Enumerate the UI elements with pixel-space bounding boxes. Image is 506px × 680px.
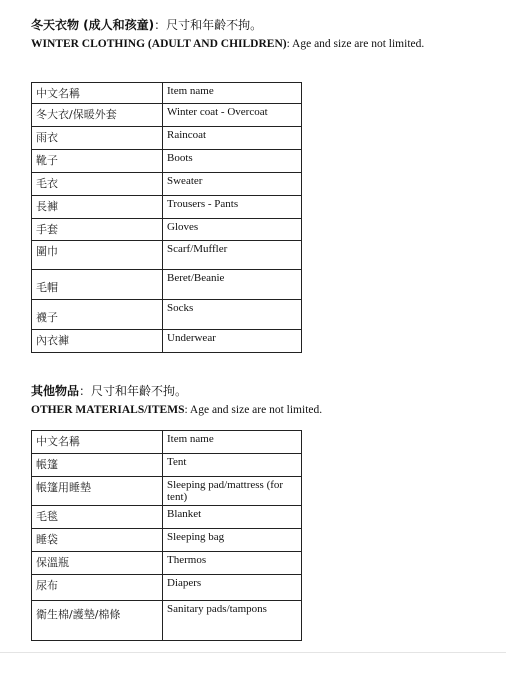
table-header-row xyxy=(32,83,302,104)
item-zh: 靴子 xyxy=(32,150,163,173)
table-row xyxy=(32,150,302,173)
header-zh: 中文名稱 xyxy=(32,431,163,454)
item-en: Sleeping bag xyxy=(163,529,302,552)
item-zh: 長褲 xyxy=(32,196,163,219)
item-en: Winter coat - Overcoat xyxy=(163,104,302,127)
table-row xyxy=(32,552,302,575)
item-en: Tent xyxy=(163,454,302,477)
item-zh: 毛帽 xyxy=(32,270,163,300)
item-en: Trousers - Pants xyxy=(163,196,302,219)
item-en: Gloves xyxy=(163,219,302,241)
item-en: Boots xyxy=(163,150,302,173)
table-row xyxy=(32,127,302,150)
header-en: Item name xyxy=(163,83,302,104)
item-en: Blanket xyxy=(163,506,302,529)
winter-clothing-table xyxy=(31,82,302,353)
item-zh: 帳篷 xyxy=(32,454,163,477)
item-zh: 帳篷用睡墊 xyxy=(32,477,163,506)
table-row xyxy=(32,477,302,506)
table-row xyxy=(32,173,302,196)
table-row xyxy=(32,300,302,330)
table-row xyxy=(32,241,302,270)
table-row xyxy=(32,575,302,601)
item-zh: 毛衣 xyxy=(32,173,163,196)
item-zh: 雨衣 xyxy=(32,127,163,150)
item-zh: 毛毯 xyxy=(32,506,163,529)
table-row xyxy=(32,104,302,127)
header-en: Item name xyxy=(163,431,302,454)
table-row xyxy=(32,454,302,477)
table-row xyxy=(32,270,302,300)
table-row xyxy=(32,529,302,552)
table-row xyxy=(32,219,302,241)
other-heading-en: OTHER MATERIALS/ITEMS: Age and size are not limited. xyxy=(31,404,323,416)
winter-heading-zh: 冬天衣物 (成人和孩童)：尺寸和年齡不拘。 xyxy=(31,18,263,32)
other-heading-zh: 其他物品：尺寸和年齡不拘。 xyxy=(31,384,188,398)
item-en: Sweater xyxy=(163,173,302,196)
item-zh: 圍巾 xyxy=(32,241,163,270)
item-en: Sleeping pad/mattress (for tent) xyxy=(163,477,302,506)
item-en: Underwear xyxy=(163,330,302,353)
table-row xyxy=(32,330,302,353)
header-zh: 中文名稱 xyxy=(32,83,163,104)
item-en: Scarf/Muffler xyxy=(163,241,302,270)
item-en: Beret/Beanie xyxy=(163,270,302,300)
item-zh: 襪子 xyxy=(32,300,163,330)
item-en: Socks xyxy=(163,300,302,330)
page-bottom-divider xyxy=(0,652,506,653)
item-zh: 手套 xyxy=(32,219,163,241)
item-en: Diapers xyxy=(163,575,302,601)
winter-heading-en: WINTER CLOTHING (ADULT AND CHILDREN): Age and size are not limited. xyxy=(31,38,425,50)
item-en: Sanitary pads/tampons xyxy=(163,601,302,641)
item-zh: 保溫瓶 xyxy=(32,552,163,575)
item-en: Raincoat xyxy=(163,127,302,150)
other-items-table xyxy=(31,430,302,641)
item-zh: 衛生棉/護墊/棉條 xyxy=(32,601,163,641)
item-zh: 內衣褲 xyxy=(32,330,163,353)
table-row xyxy=(32,196,302,219)
table-row xyxy=(32,506,302,529)
item-zh: 尿布 xyxy=(32,575,163,601)
item-en: Thermos xyxy=(163,552,302,575)
item-zh: 冬大衣/保暖外套 xyxy=(32,104,163,127)
table-header-row xyxy=(32,431,302,454)
item-zh: 睡袋 xyxy=(32,529,163,552)
table-row xyxy=(32,601,302,641)
